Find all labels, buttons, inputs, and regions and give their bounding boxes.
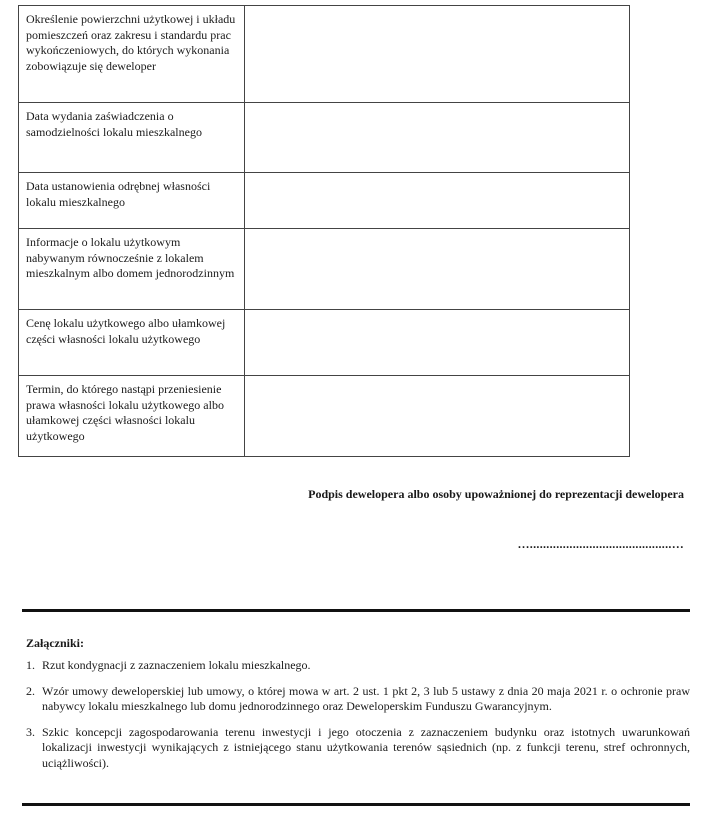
row-value-field[interactable] [245,229,630,310]
row-label: Określenie powierzchni użytkowej i układu pomieszczeń oraz zakresu i standardu prac wykończeniowych, do których wykonania zobowiązuje się deweloper [19,6,245,103]
list-item [26,658,690,674]
table-row [19,6,630,103]
row-value-field[interactable] [245,6,630,103]
table-row [19,229,630,310]
list-item [26,684,690,715]
divider [22,609,690,612]
signature-label: Podpis dewelopera albo osoby upoważnionej do reprezentacji dewelopera [308,487,684,501]
item-number: 2. [26,683,35,698]
attachments-title: Załączniki: [26,636,85,650]
table-row [19,310,630,376]
row-value-field[interactable] [245,173,630,229]
row-value-field[interactable] [245,310,630,376]
row-value-field[interactable] [245,376,630,457]
item-number: 3. [26,724,35,739]
table-row [19,173,630,229]
divider [22,803,690,806]
row-label: Data ustanowienia odrębnej własności lokalu mieszkalnego [19,173,245,229]
item-number: 1. [26,658,35,672]
signature-line[interactable]: …...........................................… [517,537,684,551]
row-label: Informacje o lokalu użytkowym nabywanym równocześnie z lokalem mieszkalnym albo domem jednorodzinnym [19,229,245,310]
item-text: Szkic koncepcji zagospodarowania terenu inwestycji i jego otoczenia z zaznaczeniem budynku oraz istotnych uwarunkowań lokalizacji inwestycji wynikających z istniejącego stanu użytkowania terenów sąsiednich (np. z funkcji terenu, stref ochronnych, uciążliwości). [42,724,690,770]
row-label: Data wydania zaświadczenia o samodzielności lokalu mieszkalnego [19,103,245,173]
table-row [19,103,630,173]
item-text: Wzór umowy deweloperskiej lub umowy, o której mowa w art. 2 ust. 1 pkt 2, 3 lub 5 ustawy z dnia 20 maja 2021 r. o ochronie praw nabywcy lokalu mieszkalnego lub domu jednorodzinnego oraz Deweloperskim Funduszu Gwarancyjnym. [42,683,690,713]
item-text: Rzut kondygnacji z zaznaczeniem lokalu mieszkalnego. [42,658,311,672]
row-value-field[interactable] [245,103,630,173]
table-row [19,376,630,457]
row-label: Cenę lokalu użytkowego albo ułamkowej części własności lokalu użytkowego [19,310,245,376]
developer-info-table [18,5,630,457]
list-item [26,725,690,772]
row-label: Termin, do którego nastąpi przeniesienie prawa własności lokalu użytkowego albo ułamkowej części własności lokalu użytkowego [19,376,245,457]
attachments-list [26,658,690,781]
